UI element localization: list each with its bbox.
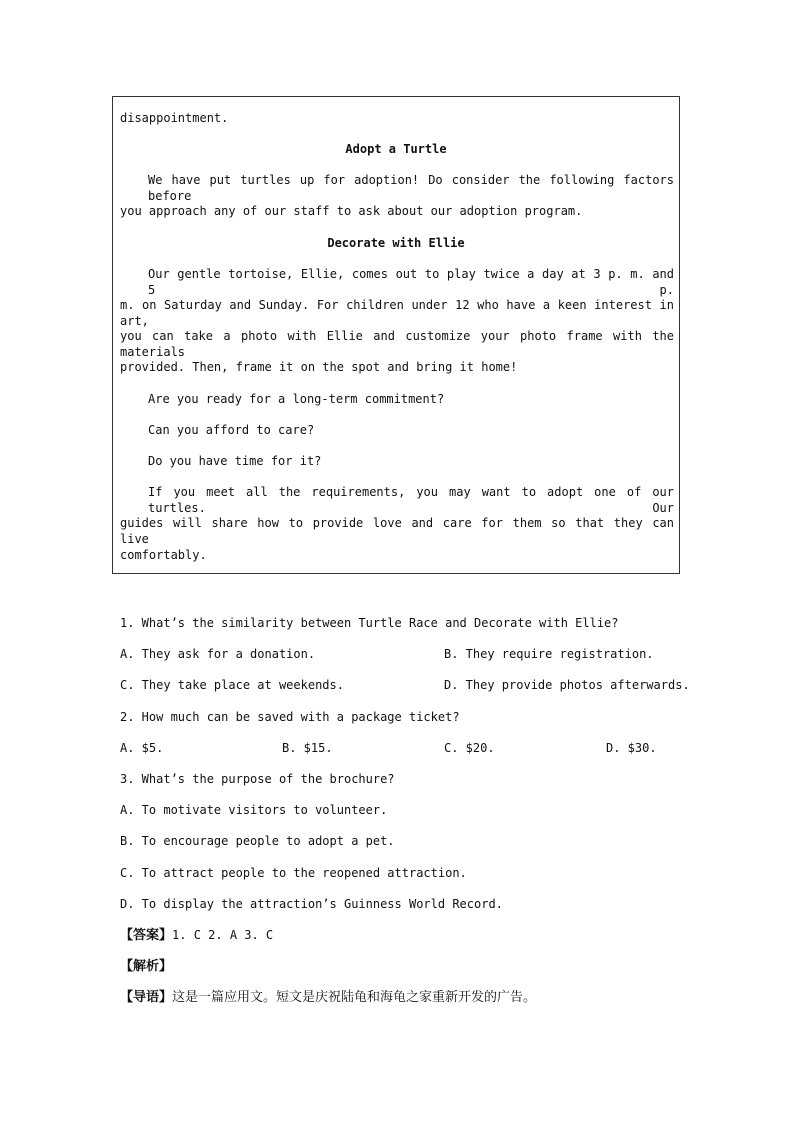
passage-lead-in: disappointment.	[120, 111, 229, 125]
q1-option-a: A. They ask for a donation.	[120, 647, 316, 661]
closing-line-3: comfortably.	[120, 548, 207, 562]
q3-stem: 3. What’s the purpose of the brochure?	[120, 772, 395, 786]
q2-stem: 2. How much can be saved with a package ticket?	[120, 710, 460, 724]
analysis-row	[120, 958, 172, 975]
q2-option-b: B. $15.	[282, 741, 333, 755]
q3-option-d: D. To display the attraction’s Guinness World Record.	[120, 897, 503, 911]
decorate-text-line-1: Our gentle tortoise, Ellie, comes out to play twice a day at 3 p. m. and 5 p.	[148, 267, 674, 297]
q1-stem: 1. What’s the similarity between Turtle Race and Decorate with Ellie?	[120, 616, 619, 630]
decorate-heading: Decorate with Ellie	[327, 236, 465, 250]
passage-question-2: Can you afford to care?	[148, 423, 315, 437]
adopt-text-line-2: you approach any of our staff to ask about our adoption program.	[120, 204, 583, 218]
q2-option-c: C. $20.	[444, 741, 495, 755]
passage-question-3: Do you have time for it?	[148, 454, 322, 468]
q3-option-b: B. To encourage people to adopt a pet.	[120, 834, 395, 848]
passage-question-1: Are you ready for a long-term commitment?	[148, 392, 445, 406]
decorate-text-line-3: you can take a photo with Ellie and customize your photo frame with the materials	[120, 329, 674, 359]
adopt-text-line-1: We have put turtles up for adoption! Do consider the following factors before	[148, 173, 674, 203]
q2-option-a: A. $5.	[120, 741, 164, 755]
guide-label: 【导语】	[120, 990, 173, 1005]
answer-values: 1. C 2. A 3. C	[172, 928, 274, 942]
q3-option-a: A. To motivate visitors to volunteer.	[120, 803, 388, 817]
q2-option-d: D. $30.	[606, 741, 657, 755]
guide-text: 这是一篇应用文。短文是庆祝陆龟和海龟之家重新开发的广告。	[172, 990, 537, 1005]
adopt-heading: Adopt a Turtle	[345, 142, 447, 156]
q1-option-b: B. They require registration.	[444, 647, 654, 661]
q1-option-d: D. They provide photos afterwards.	[444, 678, 690, 692]
decorate-text-line-2: m. on Saturday and Sunday. For children under 12 who have a keen interest in art,	[120, 298, 674, 328]
answer-label: 【答案】	[120, 928, 173, 943]
closing-line-1: If you meet all the requirements, you may want to adopt one of our turtles. Our	[148, 485, 674, 515]
answer-row	[120, 927, 273, 944]
analysis-label: 【解析】	[120, 959, 173, 974]
q3-option-c: C. To attract people to the reopened attraction.	[120, 866, 467, 880]
guide-row	[120, 989, 536, 1006]
closing-line-2: guides will share how to provide love and care for them so that they can live	[120, 516, 674, 546]
q1-option-c: C. They take place at weekends.	[120, 678, 344, 692]
decorate-text-line-4: provided. Then, frame it on the spot and bring it home!	[120, 360, 518, 374]
